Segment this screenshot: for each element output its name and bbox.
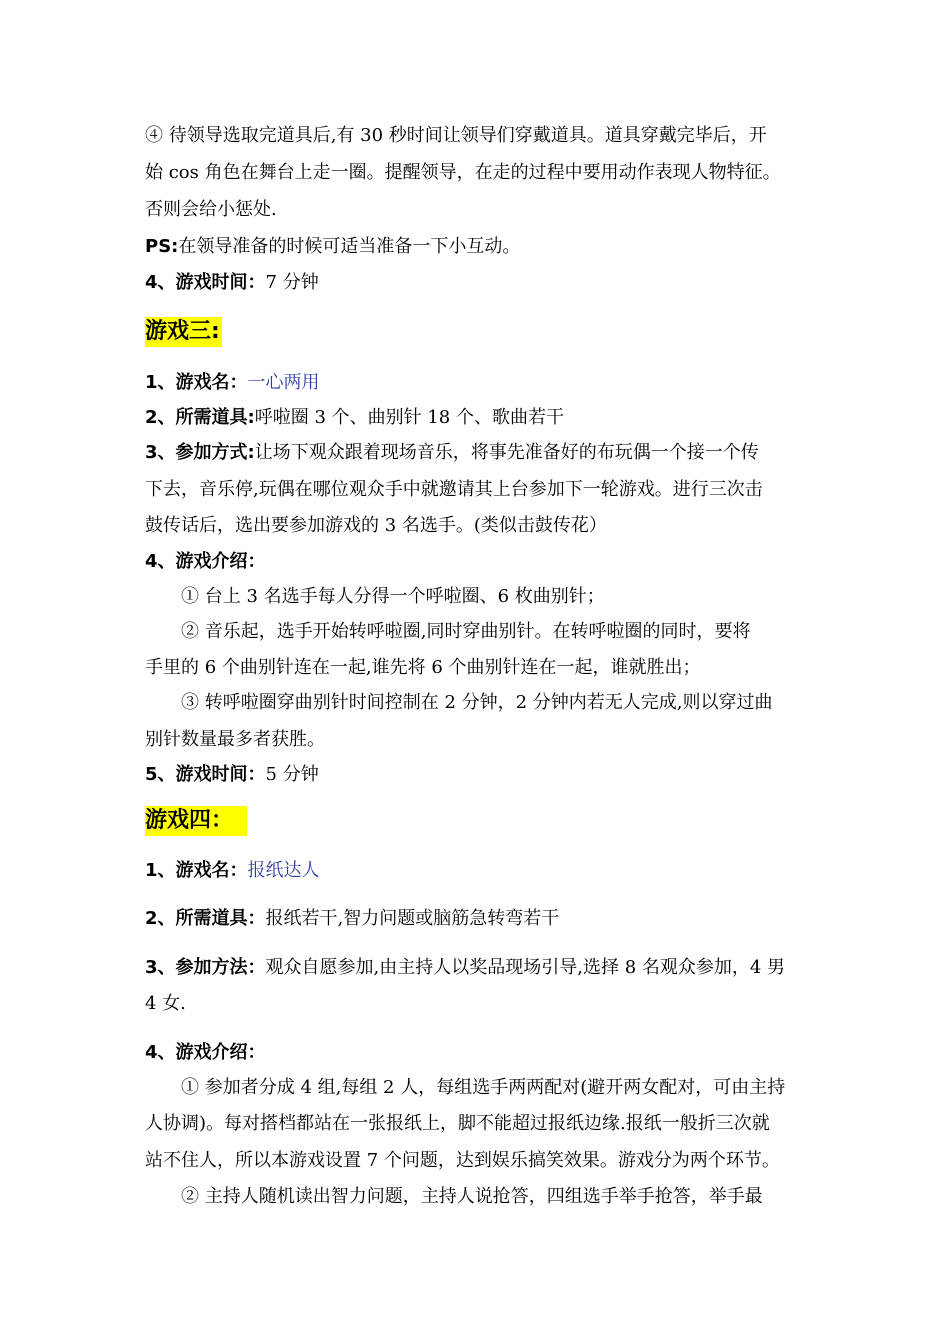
paragraph-line: 下去，音乐停,玩偶在哪位观众手中就邀请其上台参加下一轮游戏。进行三次击 bbox=[145, 479, 763, 500]
game3-time-value: 5 分钟 bbox=[265, 764, 319, 785]
game4-intro-item: ① 参加者分成 4 组,每组 2 人，每组选手两两配对(避开两女配对，可由主持 bbox=[181, 1077, 786, 1098]
game4-method-line bbox=[145, 956, 785, 980]
game3-intro-item: ① 台上 3 名选手每人分得一个呼啦圈、6 枚曲别针； bbox=[181, 586, 605, 607]
paragraph-line: 鼓传话后，选出要参加游戏的 3 名选手。(类似击鼓传花） bbox=[145, 515, 607, 536]
game4-intro-item: ② 主持人随机读出智力问题，主持人说抢答，四组选手举手抢答，举手最 bbox=[181, 1186, 763, 1207]
paragraph-line: 4 女. bbox=[145, 993, 186, 1014]
paragraph-line: 始 cos 角色在舞台上走一圈。提醒领导，在走的过程中要用动作表现人物特征。 bbox=[145, 162, 781, 183]
game4-props-value: 报纸若干,智力问题或脑筋急转弯若干 bbox=[265, 908, 560, 929]
game3-props-line bbox=[145, 406, 564, 430]
paragraph-line: 否则会给小惩处. bbox=[145, 199, 277, 220]
game4-name-label: 1、游戏名： bbox=[145, 860, 248, 881]
game3-heading: 游戏三: bbox=[145, 317, 222, 347]
game3-name-value: 一心两用 bbox=[247, 372, 320, 393]
game2-time-line bbox=[145, 271, 319, 295]
paragraph-line: 人协调)。每对搭档都站在一张报纸上，脚不能超过报纸边缘.报纸一般折三次就 bbox=[145, 1113, 770, 1134]
game3-join-line bbox=[145, 441, 759, 465]
game3-join-label: 3、参加方式: bbox=[145, 442, 255, 463]
paragraph-line: 别针数量最多者获胜。 bbox=[145, 729, 325, 750]
paragraph-line: ④ 待领导选取完道具后,有 30 秒时间让领导们穿戴道具。道具穿戴完毕后，开 bbox=[145, 125, 767, 146]
ps-line bbox=[145, 235, 520, 259]
game3-name-line bbox=[145, 371, 320, 395]
game4-heading: 游戏四： bbox=[145, 806, 247, 836]
game3-intro-item: ③ 转呼啦圈穿曲别针时间控制在 2 分钟，2 分钟内若无人完成,则以穿过曲 bbox=[181, 692, 773, 713]
game3-intro-item: ② 音乐起，选手开始转呼啦圈,同时穿曲别针。在转呼啦圈的同时，要将 bbox=[181, 621, 751, 642]
game3-props-label: 2、所需道具: bbox=[145, 407, 255, 428]
ps-label: PS: bbox=[145, 236, 179, 257]
game4-method-label: 3、参加方法： bbox=[145, 957, 266, 978]
game2-time-value: 7 分钟 bbox=[265, 272, 319, 293]
game4-props-line bbox=[145, 907, 559, 931]
game4-name-line bbox=[145, 859, 320, 883]
game3-time-label: 5、游戏时间： bbox=[145, 764, 266, 785]
game3-name-label: 1、游戏名： bbox=[145, 372, 248, 393]
paragraph-line: 手里的 6 个曲别针连在一起,谁先将 6 个曲别针连在一起，谁就胜出； bbox=[145, 657, 701, 678]
game3-props-value: 呼啦圈 3 个、曲别针 18 个、歌曲若干 bbox=[254, 407, 564, 428]
paragraph-line: 站不住人，所以本游戏设置 7 个问题，达到娱乐搞笑效果。游戏分为两个环节。 bbox=[145, 1150, 780, 1171]
game3-join-text: 让场下观众跟着现场音乐，将事先准备好的布玩偶一个接一个传 bbox=[254, 442, 759, 463]
game4-intro-label: 4、游戏介绍： bbox=[145, 1042, 266, 1063]
game2-time-label: 4、游戏时间： bbox=[145, 272, 266, 293]
game3-intro-label: 4、游戏介绍： bbox=[145, 551, 266, 572]
game3-time-line bbox=[145, 763, 319, 787]
game4-name-value: 报纸达人 bbox=[247, 860, 320, 881]
game4-props-label: 2、所需道具： bbox=[145, 908, 266, 929]
ps-text: 在领导准备的时候可适当准备一下小互动。 bbox=[178, 236, 521, 257]
game4-method-text: 观众自愿参加,由主持人以奖品现场引导,选择 8 名观众参加，4 男 bbox=[265, 957, 786, 978]
